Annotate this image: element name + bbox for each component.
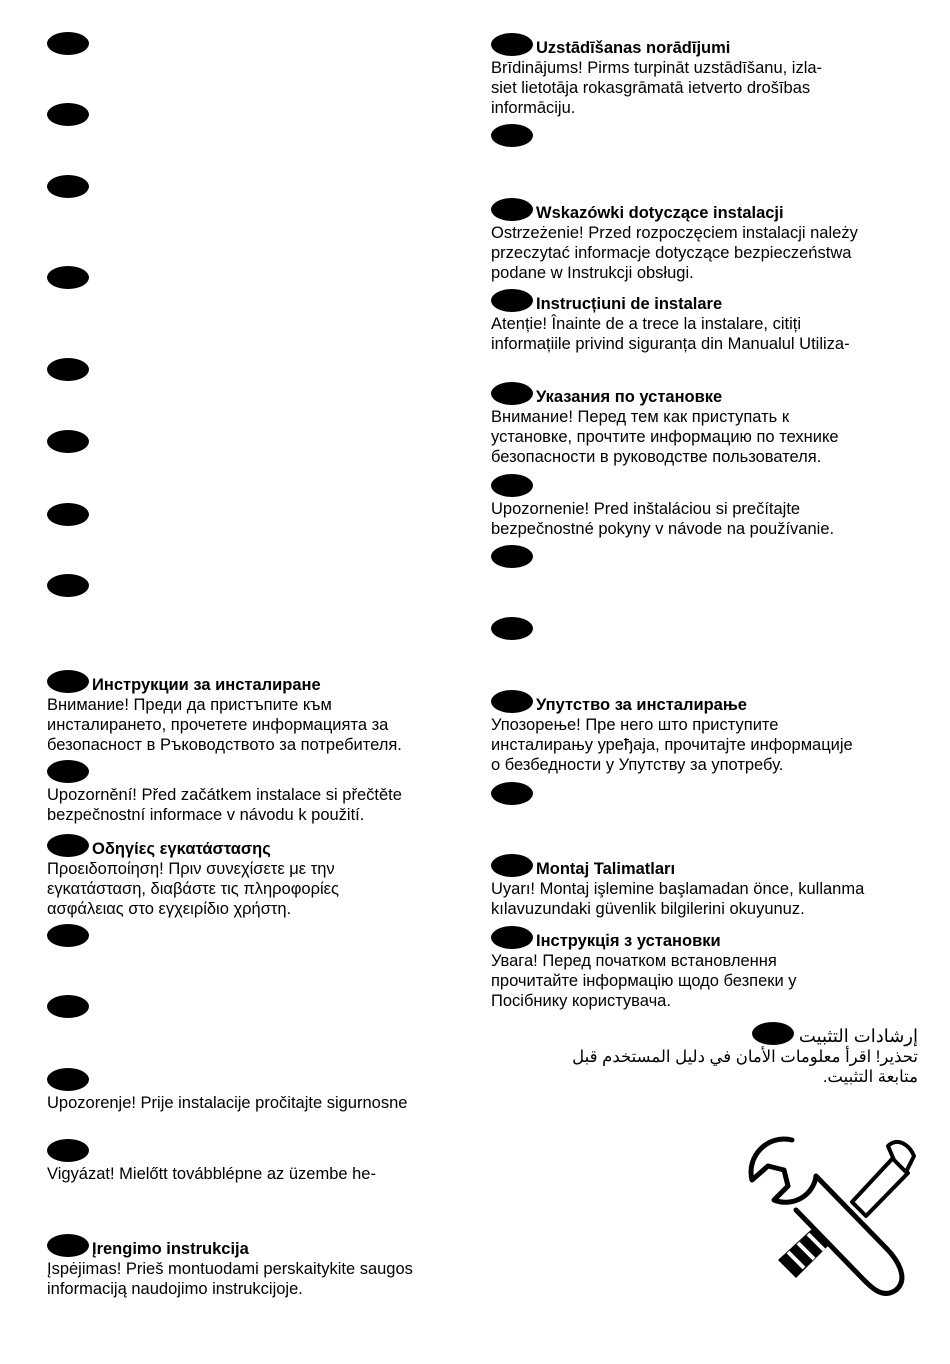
language-badge-icon — [47, 358, 89, 381]
section-text-line: безопасност в Ръководството за потребителя. — [47, 736, 402, 754]
arabic-line-1: تحذير! اقرأ معلومات الأمان في دليل المستخدم قبل — [572, 1048, 918, 1066]
section-text-line: bezpečnostní informace v návodu k použití. — [47, 806, 365, 824]
section-text-line: о безбедности у Упутству за употребу. — [491, 756, 784, 774]
section-text-line: прочитайте інформацію щодо безпеки у — [491, 972, 797, 990]
language-badge-icon — [47, 1139, 89, 1162]
section-text-line: Посібнику користувача. — [491, 992, 671, 1010]
right-section-6 — [491, 474, 931, 539]
section-text-line: Upozorenje! Prije instalacije pročitajte sigurnosne — [47, 1094, 408, 1112]
section-title: Įrengimo instrukcija — [92, 1240, 249, 1258]
right-section-1 — [491, 33, 931, 118]
language-badge-icon — [491, 854, 533, 877]
section-text-line: przeczytać informacje dotyczące bezpieczeństwa — [491, 244, 852, 262]
language-badge-icon — [47, 834, 89, 857]
left-section-8 — [47, 574, 487, 599]
section-text-line: informaciją naudojimo instrukcijoje. — [47, 1280, 303, 1298]
section-text-line: ασφάλειας στο εγχειρίδιο χρήστη. — [47, 900, 292, 918]
section-text-line: Upozornění! Před začátkem instalace si přečtěte — [47, 786, 402, 804]
section-text-line: Προειδοποίηση! Πριν συνεχίσετε με την — [47, 860, 335, 878]
language-badge-icon — [491, 124, 533, 147]
section-text-line: установке, прочтите информацию по технике — [491, 428, 839, 446]
section-title: Інструкція з установки — [536, 932, 721, 950]
section-title: Упутство за инсталирање — [536, 696, 747, 714]
right-section-12 — [491, 926, 931, 1011]
left-section-2 — [47, 103, 487, 128]
language-badge-icon — [491, 289, 533, 312]
section-text-line: informāciju. — [491, 99, 576, 117]
section-text-line: εγκατάσταση, διαβάστε τις πληροφορίες — [47, 880, 339, 898]
language-badge-icon — [491, 782, 533, 805]
section-text-line: Uyarı! Montaj işlemine başlamadan önce, kullanma — [491, 880, 865, 898]
section-text-line: informațiile privind siguranța din Manualul Utiliza- — [491, 335, 850, 353]
right-section-10 — [491, 782, 931, 807]
left-section-14 — [47, 1068, 487, 1113]
section-text-line: Увага! Перед початком встановлення — [491, 952, 777, 970]
left-section-10 — [47, 760, 487, 825]
section-text-line: siet lietotāja rokasgrāmatā ietverto drošības — [491, 79, 811, 97]
section-arabic — [500, 1022, 918, 1087]
language-badge-icon — [491, 33, 533, 56]
section-title: Указания по установке — [536, 388, 723, 406]
section-text-line: Brīdinājums! Pirms turpināt uzstādīšanu, izla- — [491, 59, 823, 77]
right-section-4 — [491, 289, 931, 354]
section-text-line: Упозорење! Пре него што приступите — [491, 716, 779, 734]
right-section-7 — [491, 545, 931, 570]
left-section-3 — [47, 175, 487, 200]
language-badge-icon — [47, 175, 89, 198]
right-section-9 — [491, 690, 931, 775]
left-section-7 — [47, 503, 487, 528]
language-badge-icon — [47, 430, 89, 453]
language-badge-icon — [491, 474, 533, 497]
section-text-line: Upozornenie! Pred inštaláciou si prečítajte — [491, 500, 801, 518]
section-text-line: Įspėjimas! Prieš montuodami perskaitykite saugos — [47, 1260, 413, 1278]
section-text-line: podane w Instrukcji obsługi. — [491, 264, 694, 282]
left-section-6 — [47, 430, 487, 455]
section-text-line: kılavuzundaki güvenlik bilgilerini okuyunuz. — [491, 900, 805, 918]
language-badge-icon — [47, 760, 89, 783]
left-section-16 — [47, 1234, 487, 1299]
left-section-4 — [47, 266, 487, 291]
section-title: Montaj Talimatları — [536, 860, 676, 878]
language-badge-icon — [47, 924, 89, 947]
arabic-line-2: متابعة التثبيت. — [822, 1068, 918, 1086]
section-text-line: Ostrzeżenie! Przed rozpoczęciem instalacji należy — [491, 224, 858, 242]
right-section-11 — [491, 854, 931, 919]
language-badge-icon — [491, 690, 533, 713]
language-badge-icon — [491, 382, 533, 405]
left-section-5 — [47, 358, 487, 383]
section-text-line: bezpečnostné pokyny v návode na používanie. — [491, 520, 835, 538]
left-section-15 — [47, 1139, 487, 1184]
language-badge-icon — [47, 32, 89, 55]
language-badge-icon — [47, 995, 89, 1018]
section-text-line: безопасности в руководстве пользователя. — [491, 448, 822, 466]
language-badge-icon — [47, 266, 89, 289]
section-text-line: инсталирању уређаја, прочитајте информације — [491, 736, 853, 754]
language-badge-icon — [491, 198, 533, 221]
left-section-11 — [47, 834, 487, 919]
left-section-13 — [47, 995, 487, 1020]
section-title: Wskazówki dotyczące instalacji — [536, 204, 784, 222]
right-section-3 — [491, 198, 931, 283]
section-text-line: инсталирането, прочетете информацията за — [47, 716, 389, 734]
language-badge-icon — [47, 103, 89, 126]
left-section-12 — [47, 924, 487, 949]
section-title: Οδηγίες εγκατάστασης — [92, 840, 271, 858]
section-text-line: Vigyázat! Mielőtt továbblépne az üzembe he- — [47, 1165, 376, 1183]
arabic-title: إرشادات التثبيت — [798, 1026, 918, 1046]
language-badge-icon — [491, 617, 533, 640]
language-badge-icon — [752, 1022, 794, 1045]
language-badge-icon — [491, 926, 533, 949]
section-title: Инструкции за инсталиране — [92, 676, 321, 694]
language-badge-icon — [491, 545, 533, 568]
left-section-9 — [47, 670, 487, 755]
language-badge-icon — [47, 670, 89, 693]
section-title: Uzstādīšanas norādījumi — [536, 39, 731, 57]
section-text-line: Внимание! Преди да пристъпите към — [47, 696, 332, 714]
language-badge-icon — [47, 503, 89, 526]
right-section-5 — [491, 382, 931, 467]
left-section-1 — [47, 32, 487, 57]
section-title: Instrucțiuni de instalare — [536, 295, 723, 313]
right-section-8 — [491, 617, 931, 642]
language-badge-icon — [47, 574, 89, 597]
section-text-line: Atenție! Înainte de a trece la instalare, citiți — [491, 315, 802, 333]
language-badge-icon — [47, 1068, 89, 1091]
section-text-line: Внимание! Перед тем как приступать к — [491, 408, 790, 426]
right-section-2 — [491, 124, 931, 149]
wrench-screwdriver-icon — [738, 1128, 918, 1308]
language-badge-icon — [47, 1234, 89, 1257]
